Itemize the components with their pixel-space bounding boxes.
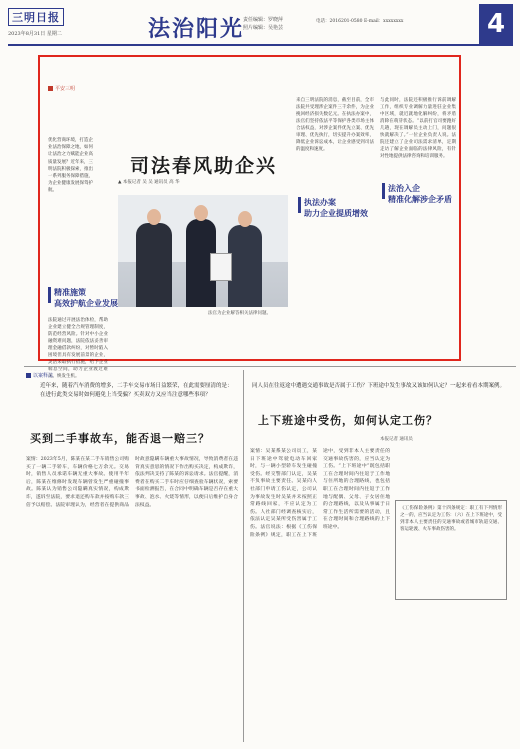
article-column: 法院通过开展法治体检，帮助企业建立健全合规管理制度，防范经营风险。针对中小企业融资难问题，法院依法妥善审理金融借款纠纷，对暂时陷入困境但具有发展前景的企业，灵活采取执行措施，给予企业喘息空间，助力企业渡过难关、焕发生机。 — [48, 318, 108, 379]
column-tag — [48, 85, 75, 92]
masthead — [8, 4, 513, 46]
editor-line: 照片编辑：吴艳芸 — [243, 25, 284, 31]
article-intro: 近年来，随着汽车消费的增多，二手车交易市场日益繁荣，在此需要厘清的是：在进行此类交易时如何避免上当受骗？买卖双方又应当注意哪些事项？ — [40, 383, 233, 398]
subheading-text: 精准施策 高效护航企业发展 — [54, 288, 118, 308]
person-head — [194, 205, 208, 221]
section-title: 法治阳光 — [148, 17, 245, 42]
law-excerpt-box — [395, 500, 507, 600]
subheading — [298, 197, 374, 219]
newspaper-logo: 三明日报 — [8, 8, 64, 26]
article-column: 与此同时，法院还积极推行诉前调解工作，组织专业调解力量进驻企业集中区域，就近就地化解纠纷，将矛盾消除在萌芽状态。“以前打官司要跑好几趟，现在调解员主动上门，问题很快就解决了。”一位企业负责人说。法院还建立了企业司法需求清单，定期走访了解企业面临的法律风险，有针对性地提供法律咨询和培训服务。 — [380, 98, 456, 159]
tag-square-icon — [26, 373, 31, 378]
contact-info: 电话：2016201-0580 E-mail：xxxxxxxx — [316, 19, 404, 24]
person-head — [147, 209, 161, 225]
editor-line: 责任编辑：罗晓萍 — [243, 17, 284, 23]
article-lead: 优化营商环境，打造企业法治保障之地，如何让法治之力赋能企业高质量发展？近年来，三明法院积极探索，推出一系列服务保障措施，为企业健康发展保驾护航。 — [48, 138, 93, 194]
article-byline: ▲ 本报记者 吴 吴 通讯员 高 华 — [118, 180, 180, 185]
section-divider — [24, 366, 516, 367]
article-photo — [118, 195, 288, 307]
article-intro: 同人员在往返途中遭遇交通事故是否属于工伤？下班途中发生事故又该如何认定？一起来看看本期案例。 — [252, 383, 506, 389]
subheading-bar — [382, 183, 385, 199]
column-divider — [243, 370, 244, 742]
person-head — [238, 211, 252, 227]
page-number: 4 — [479, 4, 513, 44]
article-body: 案情：2023年5月，陈某在某二手车销售公司购买了一辆二手轿车，车辆价格七万余元。交易时，销售人员承诺车辆无重大事故。使用半年后，陈某在维修时发现车辆曾发生严重碰撞事故。陈某认为销售公司隐瞒真实情况，构成欺诈，遂诉至法院，要求退还购车款并按购车款三倍予以赔偿。法院审理认为，经营者在提供商品时故意隐瞒车辆重大事故情况，导致消费者在违背真实意思的情况下作出购买决定，构成欺诈，依法判决支持了陈某的诉讼请求。法官提醒，消费者在购买二手车时应仔细查验车辆状况，索要书面检测报告，在合同中明确车辆是否存在重大事故、泡水、火烧等情形，以便日后维护自身合法权益。 — [26, 457, 238, 508]
document-prop — [210, 253, 232, 281]
column-tag — [26, 372, 53, 379]
issue-date: 2023年8月31日 星期二 — [8, 31, 62, 37]
editors — [243, 16, 283, 32]
person-figure — [136, 223, 172, 307]
article-headline: 买到二手事故车，能否退一赔三？ — [30, 432, 210, 445]
column-tag-label: 平安三明 — [55, 86, 76, 92]
tag-square-icon — [48, 86, 53, 91]
subheading-bar — [298, 197, 301, 213]
law-excerpt-text: 《工伤保险条例》第十四条规定：职工有下列情形之一的，应当认定为工伤：（六）在上下班途中，受到非本人主要责任的交通事故或者城市轨道交通、客运轮渡、火车事故伤害的。 — [400, 506, 502, 532]
subheading — [382, 183, 456, 205]
person-figure — [228, 225, 262, 307]
article-headline: 上下班途中受伤，如何认定工伤？ — [258, 414, 438, 427]
article-headline: 司法春风助企兴 — [130, 155, 278, 177]
article-body: 案情：吴某系某公司员工，某日下班途中驾驶电动车回家时，与一辆小型轿车发生碰撞受伤。经交警部门认定，吴某不负事故主要责任。吴某向人社部门申请工伤认定，公司认为事故发生时吴某并未按照正常路线回家，不应认定为工伤。人社部门经调查核实后，依法认定吴某所受伤害属于工伤。法官说法：根据《工伤保险条例》规定，职工在上下班途中，受到非本人主要责任的交通事故伤害的，应当认定为工伤。“上下班途中”既包括职工在合理时间内往返于工作地与住所地的合理路线，也包括职工在合理时间内往返于工作地与配偶、父母、子女居住地的合理路线，以及从事属于日常工作生活所需要的活动，且在合理时间和合理路线的上下班途中。 — [250, 449, 390, 538]
subheading-text: 法治入企 精准化解涉企矛盾 — [388, 184, 452, 204]
subheading — [48, 287, 118, 309]
article-byline: 本报记者 通讯员 — [380, 437, 413, 442]
subheading-text: 执法办案 助力企业提质增效 — [304, 198, 368, 218]
column-tag-label: 以案释法 — [33, 373, 54, 379]
subheading-bar — [48, 287, 51, 303]
photo-caption: 法官为企业解答相关法律问题。 — [208, 311, 271, 316]
article-column: 来自三明法院的消息，截至目前，全市法院共受理涉企案件三千余件，为企业挽回经济损失数亿元。在执法办案中，法官们坚持依法平等保护各类市场主体合法权益，对涉企案件优先立案、优先审理、优先执行，切实提升办案效率，降低企业诉讼成本，让企业感受到司法的温度和速度。 — [296, 98, 374, 152]
